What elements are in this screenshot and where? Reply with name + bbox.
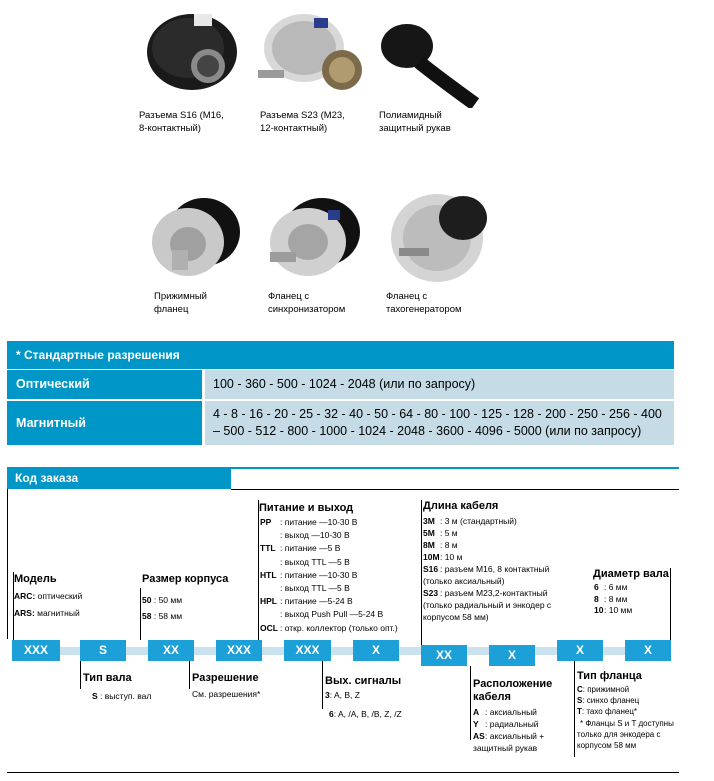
option-code: S: [92, 691, 98, 701]
cable-position-options: [473, 706, 544, 754]
option-desc: : выход TTL —5 В: [280, 556, 350, 567]
code-gap: [399, 647, 421, 655]
shaft-type-connector: [80, 661, 81, 689]
code-box-resolution: XXX: [216, 640, 262, 661]
flange-type-options: [577, 684, 674, 751]
option-code: S16: [423, 564, 439, 574]
code-gap: [60, 647, 80, 655]
option-desc: : синхо фланец: [582, 696, 640, 706]
resolution-connector: [189, 661, 190, 689]
code-gap: [535, 647, 557, 655]
option-code: 8M: [423, 540, 435, 550]
option-note: только для энкодера с: [577, 729, 661, 739]
option-desc: : выступ. вал: [100, 691, 152, 701]
option-desc: : 8 м: [440, 540, 458, 550]
option-code: 8: [594, 593, 599, 604]
code-box-flange: X: [557, 640, 603, 661]
option-desc: : прижимной: [582, 685, 630, 694]
code-box-shaft-diameter: X: [625, 640, 671, 661]
cable-length-connector: [421, 500, 422, 645]
code-box-signals: X: [353, 640, 399, 661]
encoder-s16-photo: [142, 8, 242, 96]
option-code: 50: [142, 595, 152, 605]
option-code: S: [577, 696, 583, 706]
option-desc: : тахо фланец*: [581, 707, 638, 717]
model-options: [14, 590, 82, 620]
option-note: корпусом 58 мм: [577, 741, 637, 751]
option-code: A: [473, 707, 480, 717]
signals-connector: [322, 661, 323, 709]
option-code: OCL: [260, 622, 278, 633]
option-code: 10M: [423, 552, 440, 562]
option-code: HPL: [260, 596, 277, 607]
option-code: HTL: [260, 569, 277, 580]
model-title: Модель: [14, 573, 57, 585]
resolution-options: [192, 688, 260, 701]
cable-position-connector: [470, 666, 471, 740]
code-box-power: XXX: [284, 640, 331, 661]
photo-caption-s23: Разъема S23 (M23, 12-контактный): [260, 110, 345, 134]
shaft-diameter-connector: [670, 568, 671, 640]
encoder-tacho-flange-photo: [385, 188, 495, 286]
option-code: 6: [594, 582, 599, 592]
code-box-shaft-type: S: [80, 640, 126, 661]
option-code: 5M: [423, 528, 435, 538]
signals-title: Вых. сигналы: [325, 675, 402, 687]
option-code: Y: [473, 719, 479, 729]
option-desc: (только аксиальный): [423, 576, 505, 586]
option-desc: : разъем M16, 8 контактный: [440, 564, 550, 574]
option-desc: : питание —5-24 В: [280, 596, 353, 607]
photo-caption-sync: Фланец с синхронизатором: [268, 291, 346, 315]
model-connector: [13, 572, 14, 640]
option-code: 6: [329, 709, 334, 720]
code-gap: [126, 647, 148, 655]
option-desc: : аксиальный +: [485, 731, 545, 741]
option-desc: См. разрешения*: [192, 689, 261, 699]
resolution-row-label-magnetic: Магнитный: [7, 401, 202, 445]
resolution-title: Разрешение: [192, 672, 259, 684]
option-code: 58: [142, 611, 152, 622]
encoder-s23-photo: [258, 8, 370, 103]
option-desc: : 10 м: [440, 552, 463, 562]
option-code: S23: [423, 588, 439, 598]
option-desc: : выход Push Pull —5-24 В: [280, 609, 384, 620]
cable-length-options: [423, 515, 551, 623]
option-desc: (только радиальный и энкодер с: [423, 600, 552, 610]
option-code: TTL: [260, 543, 276, 554]
shaft-diameter-options: [594, 582, 632, 617]
order-code-left-border: [7, 489, 8, 639]
code-box-model: XXX: [12, 640, 60, 661]
body-size-title: Размер корпуса: [142, 573, 229, 585]
code-box-cable-length: XX: [421, 645, 467, 666]
option-desc: : питание —5 В: [280, 543, 341, 554]
photo-caption-clamp: Прижимный фланец: [154, 291, 207, 315]
code-gap: [467, 647, 489, 655]
encoder-sync-flange-photo: [266, 192, 364, 282]
shaft-diameter-title: Диаметр вала: [593, 568, 669, 580]
body-size-options: 50 : 50 мм 58 : 58 мм: [142, 595, 183, 622]
code-gap: [262, 647, 284, 655]
option-desc: 58 мм: [158, 611, 183, 622]
option-desc: : A, B, Z: [329, 690, 360, 700]
option-desc: : аксиальный: [485, 707, 537, 717]
option-desc: : 10 мм: [604, 605, 633, 615]
option-code: AS: [473, 731, 485, 741]
code-box-cable-position: X: [489, 645, 535, 666]
option-desc: оптический: [37, 591, 83, 601]
option-desc: : A, /A, B, /B, Z, /Z: [333, 709, 402, 720]
option-code: 3: [325, 690, 330, 700]
option-desc: магнитный: [37, 608, 80, 619]
order-code-top-line: [231, 489, 679, 490]
option-desc: корпусом 58 мм): [423, 612, 489, 622]
option-code: C: [577, 685, 583, 694]
option-code: T: [577, 707, 582, 717]
resolution-row-value-optical: 100 - 360 - 500 - 1024 - 2048 (или по запросу): [205, 370, 674, 399]
option-note: * Фланцы S и T доступны: [580, 718, 674, 728]
code-gap: [603, 647, 625, 655]
option-code: ARC:: [14, 591, 36, 601]
power-title: Питание и выход: [259, 502, 354, 514]
flange-type-connector: [574, 661, 575, 757]
option-desc: : питание —10-30 В: [280, 569, 358, 580]
option-desc: : откр. коллектор (только опт.): [280, 622, 398, 633]
option-desc: : разъем M23,2-контактный: [440, 588, 548, 598]
cable-length-title: Длина кабеля: [423, 500, 499, 512]
option-desc: : 8 мм: [604, 593, 628, 604]
option-desc: : 3 м (стандартный): [440, 516, 517, 526]
photo-caption-sleeve: Полиамидный защитный рукав: [379, 110, 451, 134]
option-desc: : 6 мм: [604, 582, 628, 592]
option-desc: : выход TTL —5 В: [280, 583, 350, 594]
option-desc: : 5 м: [440, 528, 458, 538]
option-desc: 50 мм: [158, 595, 183, 605]
option-code: PP: [260, 517, 272, 527]
photo-caption-s16: Разъема S16 (M16, 8-контактный): [139, 110, 224, 134]
encoder-sleeve-photo: [379, 18, 479, 108]
option-desc: защитный рукав: [473, 743, 538, 753]
shaft-type-title: Тип вала: [83, 672, 132, 684]
resolution-row-value-magnetic: 4 - 8 - 16 - 20 - 25 - 32 - 40 - 50 - 64 - 80 - 100 - 125 - 128 - 200 - 250 - 256 - 400 – 500 - 512 - 800 - 1000 - 1024 - 2048 - 3600 - 4096 - 5000 (или по запросу): [205, 401, 674, 445]
option-desc: : питание —10-30 В: [280, 517, 358, 527]
power-options: [260, 516, 398, 635]
resolution-row-label-optical: Оптический: [7, 370, 202, 399]
code-gap: [194, 647, 216, 655]
shaft-type-options: [92, 690, 151, 703]
body-size-connector: [140, 588, 141, 640]
code-box-body-size: XX: [148, 640, 194, 661]
signals-options: [325, 689, 402, 721]
order-code-title: Код заказа: [7, 467, 231, 489]
order-code-bottom-line: [7, 772, 679, 773]
flange-type-title: Тип фланца: [577, 670, 642, 682]
cable-position-title: Расположение кабеля: [473, 678, 553, 703]
option-code: 3M: [423, 516, 435, 526]
option-desc: : радиальный: [485, 719, 539, 729]
power-connector: [258, 500, 259, 640]
resolutions-header: * Стандартные разрешения: [7, 341, 674, 369]
option-code: 10: [594, 605, 604, 615]
photo-caption-tacho: Фланец с тахогенератором: [386, 291, 462, 315]
option-code: ARS:: [14, 608, 35, 619]
encoder-clamp-flange-photo: [148, 192, 244, 282]
code-gap: [331, 647, 353, 655]
option-desc: : выход —10-30 В: [280, 530, 350, 541]
